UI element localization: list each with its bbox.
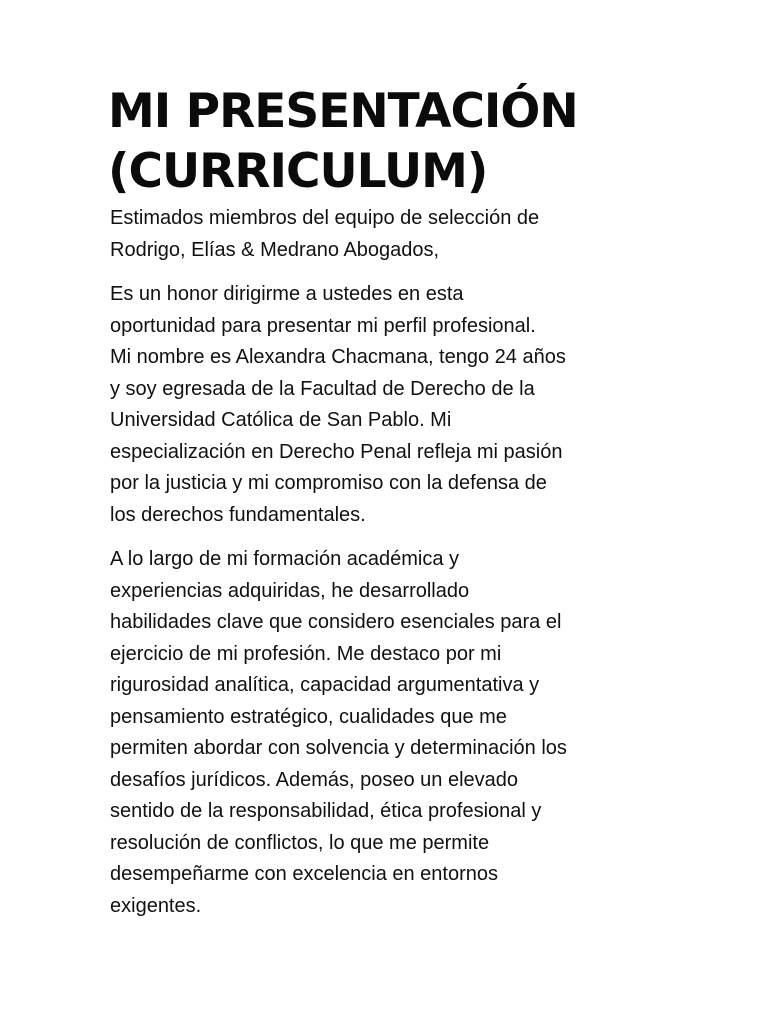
title-line-1: MI PRESENTACIÓN — [108, 84, 578, 139]
text-line: A lo largo de mi formación académica y — [110, 548, 460, 570]
text-line: Es un honor dirigirme a ustedes en esta — [110, 283, 464, 305]
text-line: desempeñarme con excelencia en entornos — [110, 863, 499, 885]
text-line: habilidades clave que considero esenciales para el — [110, 611, 562, 633]
text-line: Rodrigo, Elías & Medrano Abogados, — [110, 238, 440, 261]
greeting-paragraph — [110, 203, 670, 266]
text-line: por la justicia y mi compromiso con la defensa de — [110, 472, 547, 494]
text-line: ejercicio de mi profesión. Me destaco por mi — [110, 642, 502, 665]
text-line: exigentes. — [110, 894, 202, 917]
text-line: Universidad Católica de San Pablo. Mi — [110, 409, 452, 431]
text-line: permiten abordar con solvencia y determinación los — [110, 737, 567, 759]
title-line-2: (CURRICULUM) — [108, 144, 488, 199]
text-line: resolución de conflictos, lo que me permite — [110, 831, 490, 854]
text-line: los derechos fundamentales. — [110, 503, 366, 526]
text-line: rigurosidad analítica, capacidad argumentativa y — [110, 674, 540, 696]
letter-body — [110, 203, 670, 935]
text-line: especialización en Derecho Penal refleja mi pasión — [110, 440, 563, 463]
text-line: desafíos jurídicos. Además, poseo un elevado — [110, 768, 519, 791]
page-title — [108, 82, 668, 202]
text-line: pensamiento estratégico, cualidades que me — [110, 705, 507, 728]
text-line: experiencias adquiridas, he desarrollado — [110, 579, 470, 602]
skills-paragraph — [110, 544, 670, 922]
text-line: Estimados miembros del equipo de selección de — [110, 207, 540, 229]
text-line: Mi nombre es Alexandra Chacmana, tengo 24 años — [110, 346, 566, 368]
introduction-paragraph — [110, 279, 670, 531]
text-line: oportunidad para presentar mi perfil profesional. — [110, 314, 536, 337]
text-line: y soy egresada de la Facultad de Derecho de la — [110, 377, 535, 400]
text-line: sentido de la responsabilidad, ética profesional y — [110, 800, 542, 822]
